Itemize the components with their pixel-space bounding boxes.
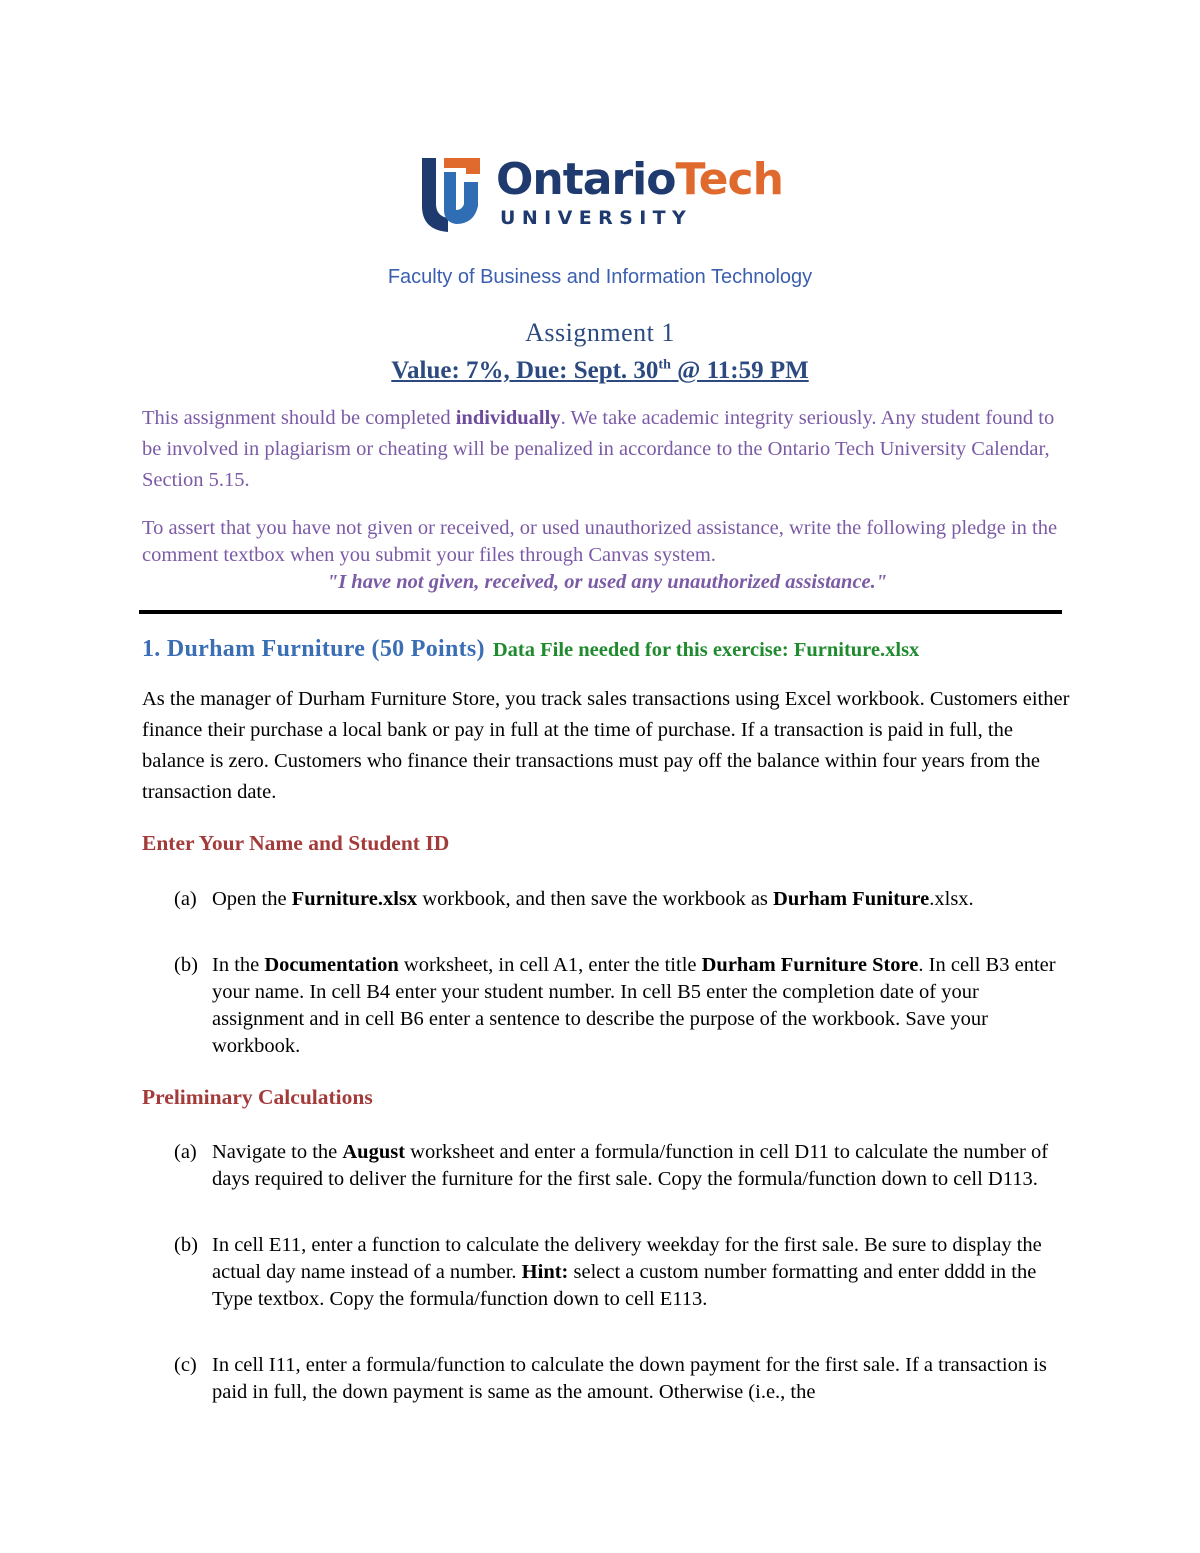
university-logo bbox=[418, 146, 798, 236]
list-item-text: In cell E11, enter a function to calculate the delivery weekday for the first sale. Be sure to display the actual day name instead of a number. Hint: select a custom number formatting and enter dddd in the Type textbox. Copy the formula/function down to cell E113. bbox=[212, 1234, 1042, 1310]
list-item-text: Navigate to the August worksheet and enter a formula/function in cell D11 to calculate the number of days required to deliver the furniture for the first sale. Copy the formula/function down to cell D113. bbox=[212, 1141, 1049, 1190]
integrity-notice bbox=[142, 403, 1072, 496]
logo-word-tech: Tech bbox=[675, 154, 783, 205]
divider bbox=[139, 610, 1062, 614]
subheading-name-id: Enter Your Name and Student ID bbox=[142, 831, 450, 855]
list-item bbox=[174, 952, 1074, 1060]
logo-word-ontario: Ontario bbox=[496, 154, 676, 205]
list-item-label: (b) bbox=[174, 1234, 198, 1256]
integrity-text-a: This assignment should be completed bbox=[142, 407, 456, 429]
list-item-text: In the Documentation worksheet, in cell A1, enter the title Durham Furniture Store. In cell B3 enter your name. In cell B4 enter your student number. In cell B5 enter the completion date of your assignment and in cell B6 enter a sentence to describe the purpose of the workbook. Save your workbook. bbox=[212, 954, 1056, 1057]
logo-subtitle: UNIVERSITY bbox=[500, 207, 693, 229]
section-description: As the manager of Durham Furniture Store, you track sales transactions using Excel workbook. Customers either finance their purchase a local bank or pay in full at the time of purchase. If a transaction is paid in full, the balance is zero. Customers who finance their transactions must pay off the balance within four years from the transaction date. bbox=[142, 688, 1070, 803]
pledge-instruction: To assert that you have not given or received, or used unauthorized assistance, write the following pledge in the comment textbox when you submit your files through Canvas system. bbox=[142, 517, 1058, 566]
integrity-text-b: . We take academic integrity seriously. Any student found to be involved in plagiarism or cheating will be penalized in accordance to the Ontario Tech University Calendar, Section 5.15. bbox=[142, 407, 1055, 491]
section-title: 1. Durham Furniture (50 Points) bbox=[142, 636, 485, 662]
list-item-text: Open the Furniture.xlsx workbook, and then save the workbook as Durham Funiture.xlsx. bbox=[212, 888, 974, 910]
pledge-notice bbox=[142, 515, 1072, 596]
list-item-label: (b) bbox=[174, 954, 198, 976]
list-item bbox=[174, 1139, 1074, 1193]
pledge-text: "I have not given, received, or used any unauthorized assistance." bbox=[326, 571, 888, 593]
faculty-name: Faculty of Business and Information Technology bbox=[387, 266, 813, 288]
due-suffix: @ 11:59 PM bbox=[670, 357, 809, 384]
list-item bbox=[174, 1232, 1074, 1313]
logo-wordmark bbox=[496, 154, 783, 206]
list-item-label: (a) bbox=[174, 1141, 197, 1163]
list-item-text: In cell I11, enter a formula/function to calculate the down payment for the first sale. If a transaction is paid in full, the down payment is same as the amount. Otherwise (i.e., the bbox=[212, 1354, 1047, 1403]
due-prefix: Value: 7%, Due: Sept. 30 bbox=[391, 357, 659, 384]
logo-mark-icon bbox=[418, 148, 490, 238]
list-item bbox=[174, 886, 1074, 913]
due-superscript: th bbox=[658, 357, 671, 373]
subheading-preliminary: Preliminary Calculations bbox=[142, 1085, 373, 1109]
list-item-label: (c) bbox=[174, 1354, 197, 1376]
integrity-bold: individually bbox=[455, 407, 561, 429]
assignment-title: Assignment 1 bbox=[525, 318, 675, 347]
section-heading bbox=[142, 636, 919, 663]
list-item bbox=[174, 1352, 1074, 1406]
data-file-note: Data File needed for this exercise: Furniture.xlsx bbox=[492, 639, 920, 661]
assignment-due bbox=[0, 357, 1200, 385]
list-item-label: (a) bbox=[174, 888, 197, 910]
